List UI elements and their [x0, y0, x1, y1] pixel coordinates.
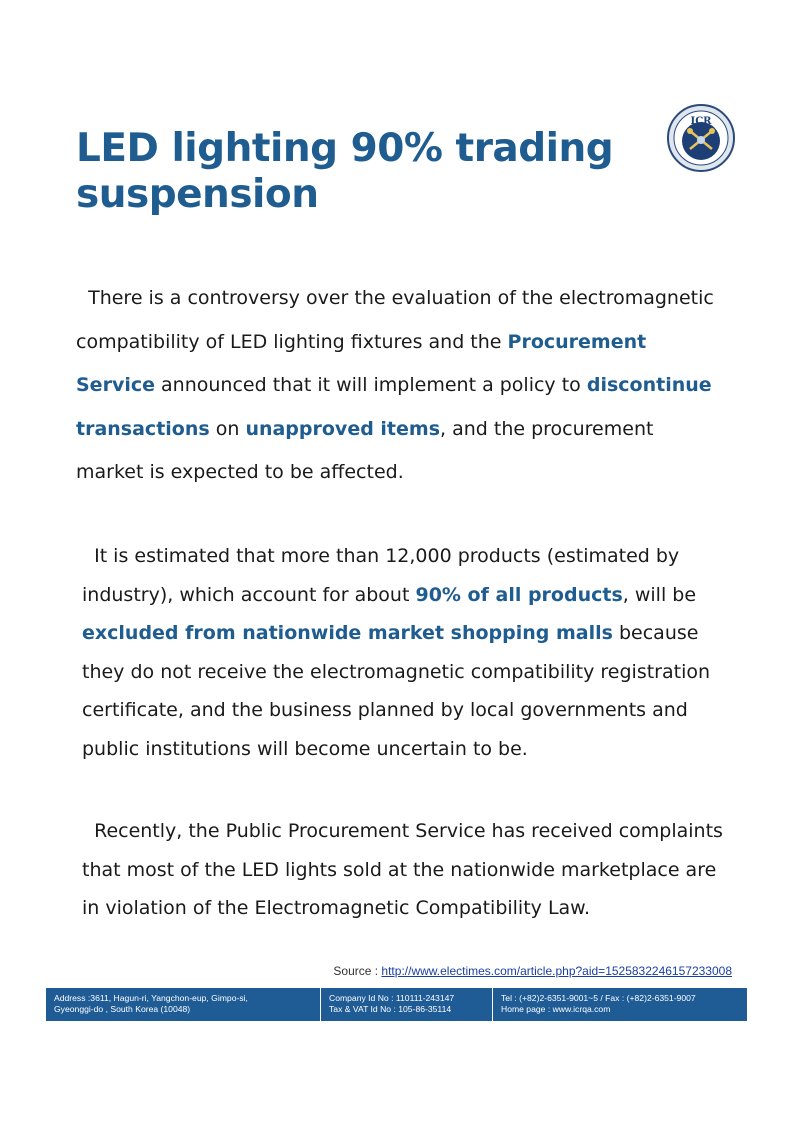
highlight-unapproved-items: unapproved items [245, 417, 441, 440]
footer-ids [321, 988, 493, 1021]
source-link[interactable]: http://www.electimes.com/article.php?aid=1525832246157233008 [381, 964, 732, 978]
paragraph-text: There is a controversy over the evaluation of the electromagnetic compatibility of LED lighting fixtures and the [76, 287, 714, 353]
paragraph-text: because they do not receive the electromagnetic compatibility registration certificate, and the business planned by local governments and public institutions will become uncertain to be. [82, 622, 711, 760]
footer-bar [46, 988, 747, 1021]
paragraph-3 [82, 812, 732, 928]
company-id: Company Id No : 110111-243147 [329, 993, 455, 1003]
icr-logo [666, 104, 736, 172]
paragraph-text: It is estimated that more than 12,000 products (estimated by industry), which account for about [82, 545, 680, 606]
footer-address [46, 988, 321, 1021]
paragraph-text: , and the procurement market is expected to be affected. [76, 417, 654, 483]
highlight-90-percent: 90% of all products [415, 583, 623, 606]
highlight-excluded-malls: excluded from nationwide market shopping malls [82, 622, 613, 644]
highlight-procurement-service: Procurement Service [76, 330, 647, 396]
tel-fax: Tel : (+82)2-6351-9001~5 / Fax : (+82)2-6351-9007 [501, 993, 696, 1003]
source-label: Source : [333, 964, 382, 978]
paragraph-text: Recently, the Public Procurement Service has received complaints that most of the LED lights sold at the nationwide marketplace are in violation of the Electromagnetic Compatibility Law. [82, 820, 723, 919]
page-title: LED lighting 90% trading suspension [76, 126, 614, 217]
paragraph-text: announced that it will implement a policy to [155, 374, 587, 396]
homepage: Home page : www.icrqa.com [501, 1004, 611, 1014]
highlight-discontinue-transactions: discontinue transactions [76, 374, 712, 440]
footer-contact [493, 988, 747, 1021]
address-line-1: Address :3611, Hagun-ri, Yangchon-eup, Gimpo-si, [54, 993, 248, 1003]
address-line-2: Gyeonggi-do , South Korea (10048) [54, 1004, 191, 1014]
logo-text: ICR [690, 116, 712, 127]
source-line [322, 964, 732, 978]
paragraph-text: on [209, 417, 246, 440]
tax-id: Tax & VAT Id No : 105-86-35114 [329, 1004, 452, 1014]
paragraph-1 [76, 277, 716, 495]
paragraph-2 [82, 537, 732, 768]
paragraph-text: , will be [622, 583, 697, 606]
